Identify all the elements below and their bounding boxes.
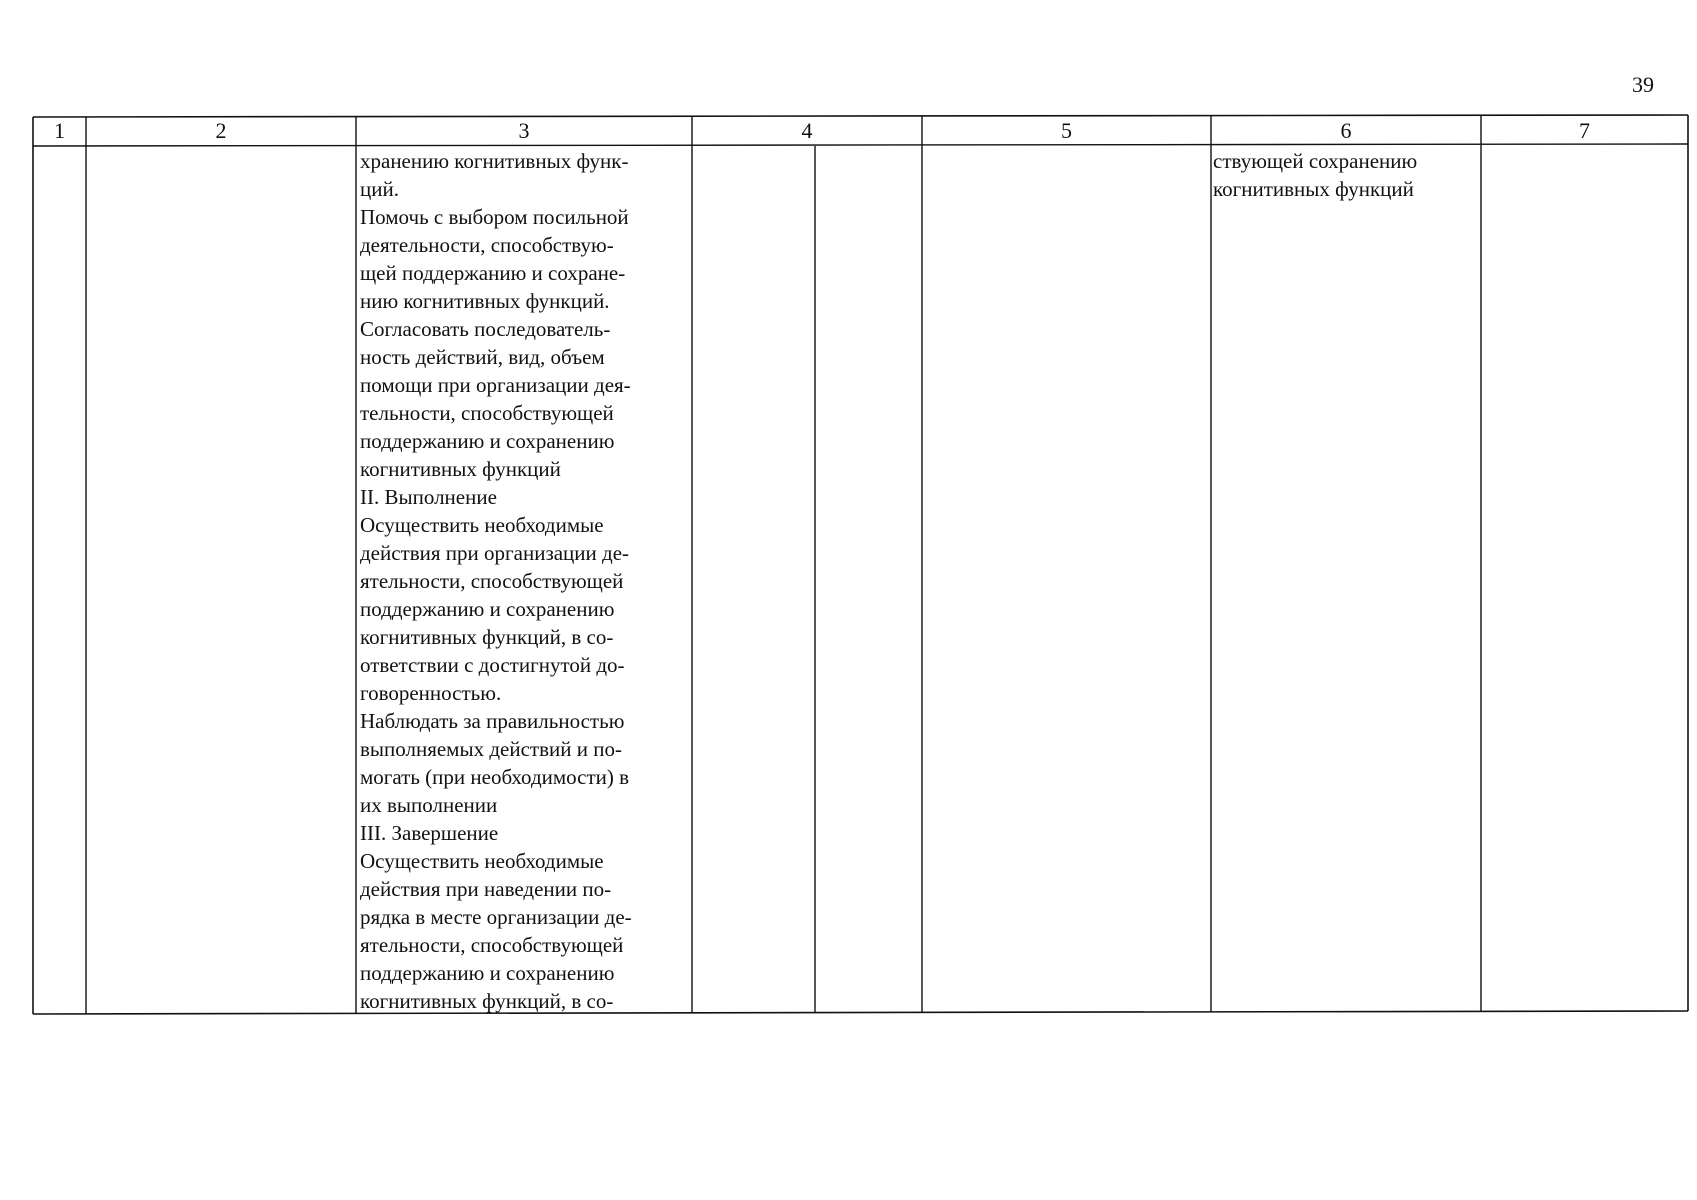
column-3-cell bbox=[360, 147, 690, 1015]
column-3-line: тельности, способствующей bbox=[360, 401, 614, 425]
column-3-line: говоренностью. bbox=[360, 681, 502, 705]
column-3-line: когнитивных функций, в со- bbox=[360, 989, 614, 1013]
column-3-line: Осуществить необходимые bbox=[360, 513, 604, 537]
section-heading-execution: II. Выполнение bbox=[360, 485, 497, 509]
column-3-line: Помочь с выбором посильной bbox=[360, 205, 629, 229]
column-3-line: ятельности, способствующей bbox=[360, 933, 624, 957]
column-3-line: выполняемых действий и по- bbox=[360, 737, 622, 761]
column-3-line: деятельности, способствую- bbox=[360, 233, 614, 257]
header-cell-2: 2 bbox=[215, 118, 227, 143]
column-3-line: ций. bbox=[360, 177, 399, 201]
table-bottom-border bbox=[33, 1011, 1688, 1014]
column-3-line: Осуществить необходимые bbox=[360, 849, 604, 873]
header-cell-4: 4 bbox=[801, 118, 813, 143]
column-3-line: поддержанию и сохранению bbox=[360, 597, 615, 621]
column-3-line: Согласовать последователь- bbox=[360, 317, 611, 341]
column-3-line: поддержанию и сохранению bbox=[360, 961, 615, 985]
page-number: 39 bbox=[1632, 72, 1654, 97]
column-3-line: хранению когнитивных функ- bbox=[360, 149, 629, 173]
column-3-line: ность действий, вид, объем bbox=[360, 345, 605, 369]
column-3-line: рядка в месте организации де- bbox=[360, 905, 632, 929]
column-3-line: их выполнении bbox=[360, 793, 498, 817]
column-3-line: Наблюдать за правильностью bbox=[360, 709, 625, 733]
column-6-line: ствующей сохранению bbox=[1213, 149, 1418, 173]
header-cell-7: 7 bbox=[1579, 118, 1590, 143]
header-cell-6: 6 bbox=[1340, 118, 1352, 143]
column-3-line: действия при организации де- bbox=[360, 541, 630, 565]
column-3-line: когнитивных функций bbox=[360, 457, 561, 481]
column-6-cell bbox=[1213, 147, 1475, 203]
column-3-line: помощи при организации дея- bbox=[360, 373, 631, 397]
column-6-line: когнитивных функций bbox=[1213, 177, 1414, 201]
header-cell-5: 5 bbox=[1061, 118, 1072, 143]
column-3-line: ответствии с достигнутой до- bbox=[360, 653, 625, 677]
column-3-line: щей поддержанию и сохране- bbox=[360, 261, 626, 285]
header-cell-3: 3 bbox=[518, 118, 530, 143]
column-3-line: нию когнитивных функций. bbox=[360, 289, 610, 313]
column-3-line: поддержанию и сохранению bbox=[360, 429, 615, 453]
column-3-line: когнитивных функций, в со- bbox=[360, 625, 614, 649]
column-3-line: ятельности, способствующей bbox=[360, 569, 624, 593]
column-3-line: действия при наведении по- bbox=[360, 877, 612, 901]
section-heading-completion: III. Завершение bbox=[360, 821, 499, 845]
column-3-line: могать (при необходимости) в bbox=[360, 765, 630, 789]
header-cell-1: 1 bbox=[54, 118, 65, 143]
